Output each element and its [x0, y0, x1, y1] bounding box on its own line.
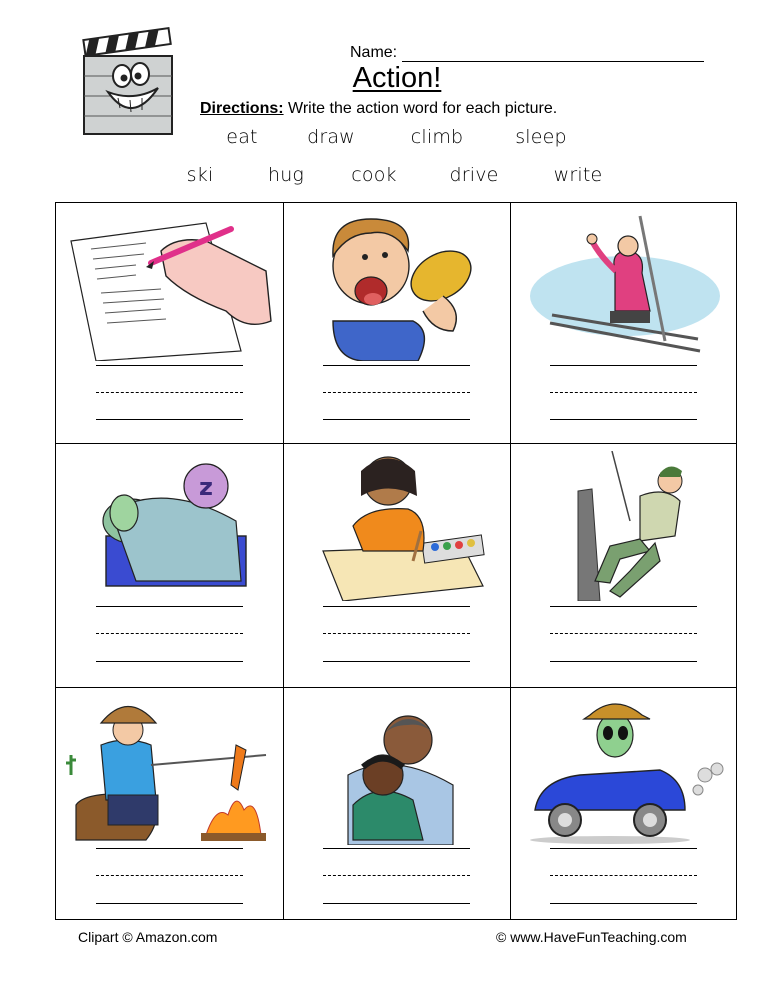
directions-label: Directions: [200, 100, 284, 117]
word-bank-item: ski [186, 164, 214, 186]
answer-line[interactable] [96, 848, 243, 849]
answer-line[interactable] [323, 365, 470, 366]
svg-text:z: z [199, 473, 213, 501]
name-label: Name: [350, 44, 398, 61]
answer-line[interactable] [550, 848, 697, 849]
directions [200, 100, 557, 118]
clipart-credit: Clipart © Amazon.com [78, 929, 218, 945]
answer-line[interactable] [96, 606, 243, 607]
word-bank-item: draw [307, 126, 355, 148]
answer-line[interactable] [323, 606, 470, 607]
word-bank-item: climb [410, 126, 464, 148]
word-bank-item: cook [351, 164, 397, 186]
word-bank-item: hug [267, 164, 305, 186]
answer-line[interactable] [550, 606, 697, 607]
site-credit[interactable]: © www.HaveFunTeaching.com [496, 929, 687, 945]
answer-line[interactable] [96, 365, 243, 366]
answer-line[interactable] [550, 365, 697, 366]
word-bank-item: drive [449, 164, 499, 186]
word-bank-item: write [553, 164, 603, 186]
word-bank-item: sleep [515, 126, 567, 148]
answer-line[interactable] [323, 848, 470, 849]
directions-text: Write the action word for each picture. [288, 100, 558, 117]
word-bank-item: eat [226, 126, 258, 148]
answer-lines [56, 203, 738, 921]
page-title: Action! [352, 62, 442, 94]
